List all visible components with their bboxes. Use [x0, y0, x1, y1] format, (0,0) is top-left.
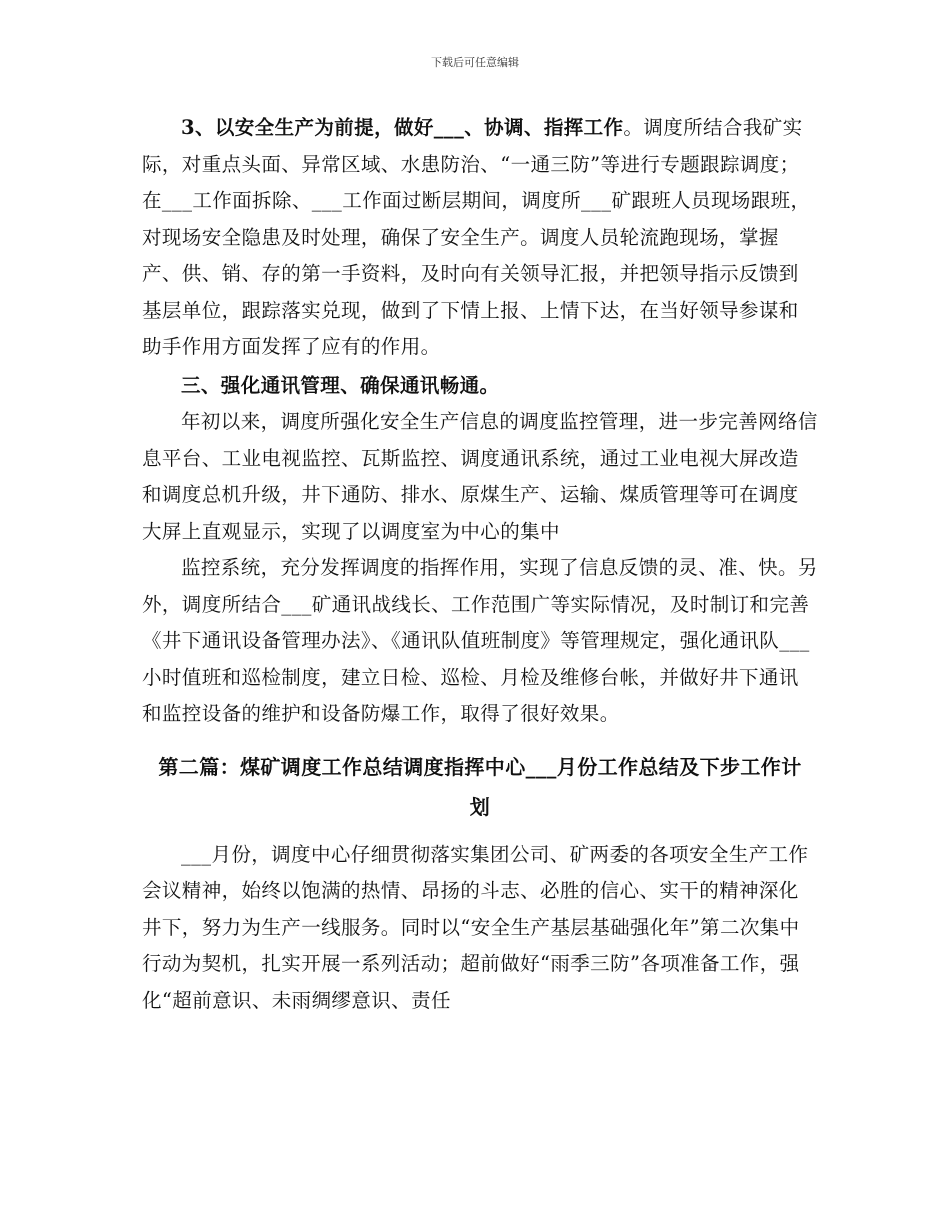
section-3-lead: 3、以安全生产为前提，做好___、协调、指挥工作	[181, 116, 624, 139]
paragraph-section-3	[142, 110, 818, 366]
chapter-2-title: 第二篇：煤矿调度工作总结调度指挥中心___月份工作总结及下步工作计划	[158, 754, 802, 819]
section-three-heading: 三、强化通讯管理、确保通讯畅通。	[181, 373, 500, 397]
section-three-paragraph-1: 年初以来，调度所强化安全生产信息的调度监控管理，进一步完善网络信息平台、工业电视监控、瓦斯监控、调度通讯系统，通过工业电视大屏改造和调度总机升级，井下通防、排水、原煤生产、运输、煤质管理等可在调度大屏上直观显示，实现了以调度室为中心的集中	[142, 410, 818, 543]
chapter-2-paragraph-1: ___月份，调度中心仔细贯彻落实集团公司、矿两委的各项安全生产工作会议精神，始终以饱满的热情、昂扬的斗志、必胜的信心、实干的精神深化井下，努力为生产一线服务。同时以“安全生产基层基础强化年”第二次集中行动为契机，扎实开展一系列活动；超前做好“雨季三防”各项准备工作，强化“超前意识、未雨绸缪意识、责任	[142, 842, 809, 1012]
section-three-paragraph-2: 监控系统，充分发挥调度的指挥作用，实现了信息反馈的灵、准、快。另外，调度所结合___矿通讯战线长、工作范围广等实际情况，及时制订和完善《井下通讯设备管理办法》、《通讯队值班制度》等管理规定，强化通讯队___小时值班和巡检制度，建立日检、巡检、月检及维修台帐，并做好井下通讯和监控设备的维护和设备防爆工作，取得了很好效果。	[142, 556, 818, 725]
document-body	[142, 110, 818, 1019]
section-3-body: 。调度所结合我矿实际，对重点头面、异常区域、水患防治、“一通三防”等进行专题跟踪调度；在___工作面拆除、___工作面过断层期间，调度所___矿跟班人员现场跟班，对现场安全隐患及时处理，确保了安全生产。调度人员轮流跑现场，掌握产、供、销、存的第一手资料，及时向有关领导汇报，并把领导指示反馈到基层单位，跟踪落实兑现，做到了下情上报、上情下达，在当好领导参谋和助手作用方面发挥了应有的作用。	[142, 116, 811, 358]
page-header: 下载后可任意编辑	[431, 56, 519, 69]
